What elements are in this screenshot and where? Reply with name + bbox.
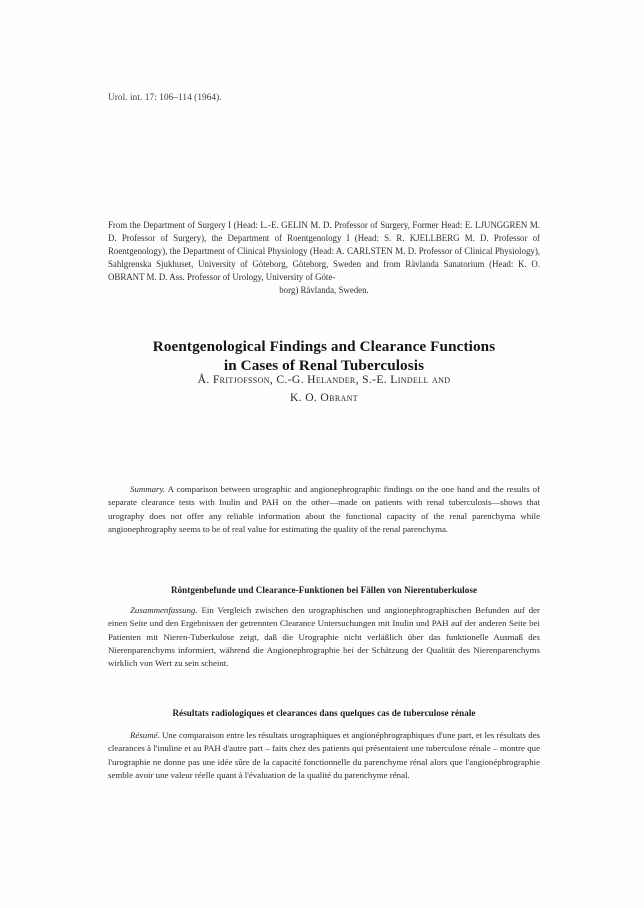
affiliation-last-line: borg) Rävlanda, Sweden. (279, 285, 369, 296)
affiliation-body: From the Department of Surgery I (Head: L.-E. GELIN M. D. Professor of Surgery, Former Head: E. LJUNGGREN M. D. Professor of Surgery), the Department of Roentgenology I (Head: S. R. KJELLBERG M. D. Professor of Roentgenology), the Department of Clinical Physiology (Head: A. CARLSTEN M. D. Professor of Clinical Physiology), Sahlgrenska Sjukhuset, University of Göteborg, Göteborg, Sweden and from Rävlanda Sanatorium (Head: K. O. OBRANT M. D. Ass. Professor of Urology, University of Göte- (108, 220, 540, 283)
title-line-2: in Cases of Renal Tuberculosis (223, 357, 425, 375)
abstract-german-paragraph (108, 604, 540, 670)
title-line-1: Roentgenological Findings and Clearance Functions (152, 338, 496, 356)
affiliation-block (108, 219, 540, 298)
abstract-german-label: Zusammenfassung. (130, 605, 198, 615)
abstract-german (108, 604, 540, 670)
page-title (108, 337, 540, 375)
abstract-english-text: A comparison between urographic and angionephrographic findings on the one hand and the results of separate clearance tests with Inulin and PAH on the other—made on patients with renal tuberculosis—shows that urography does not offer any reliable information about the functional capacity of the renal parenchyma while angionephrography seems to be of real value for estimating the quality of the renal parenchyma. (108, 484, 540, 534)
author-list (108, 371, 540, 407)
abstract-english-paragraph (108, 483, 540, 536)
abstract-french-text: Une comparaison entre les résultats urographiques et angionéphrographiques d'une part, et les résultats des clearances à l'inuline et au PAH d'autre part – faits chez des patients qui présentaient une tuberculose rénale – montre que l'urographie ne donne pas une idée sûre de la capacité fonctionnelle du parenchyme rénal alors que l'angionéphrographie semble avoir une valeur réelle quant à l'évaluation de la qualité du parenchyme rénal. (108, 730, 540, 780)
abstract-english-label: Summary. (130, 484, 166, 494)
abstract-french-paragraph (108, 729, 540, 782)
journal-reference (108, 92, 222, 102)
author-line-1: Å. Fritjofsson, C.-G. Helander, S.-E. Lindell and (197, 373, 451, 386)
abstract-french (108, 729, 540, 782)
abstract-german-heading: Röntgenbefunde und Clearance-Funktionen bei Fällen von Nierentuberkulose (170, 585, 478, 595)
journal-reference-text: Urol. int. 17: 106–114 (1964). (108, 92, 222, 102)
abstract-french-heading: Résultats radiologiques et clearances dans quelques cas de tuberculose rénale (172, 708, 476, 718)
abstract-english (108, 483, 540, 536)
author-line-2: K. O. Obrant (289, 391, 359, 404)
abstract-german-text: Ein Vergleich zwischen den urographischen und angionephrographischen Befunden auf der einen Seite und den Ergebnissen der getrennten Clearance Untersuchungen mit Inulin und PAH auf der anderen Seite bei Patienten mit Nieren-Tuberkulose zeigt, daß die Urographie nicht verläßlich über das funktionelle Ausmaß des Nierenparenchyms informiert, während die Angionephrographie bei der Schätzung der Qualität des Nierenparenchyms wirklich von Wert zu sein scheint. (108, 605, 540, 669)
abstract-french-label: Résumé. (130, 730, 160, 740)
